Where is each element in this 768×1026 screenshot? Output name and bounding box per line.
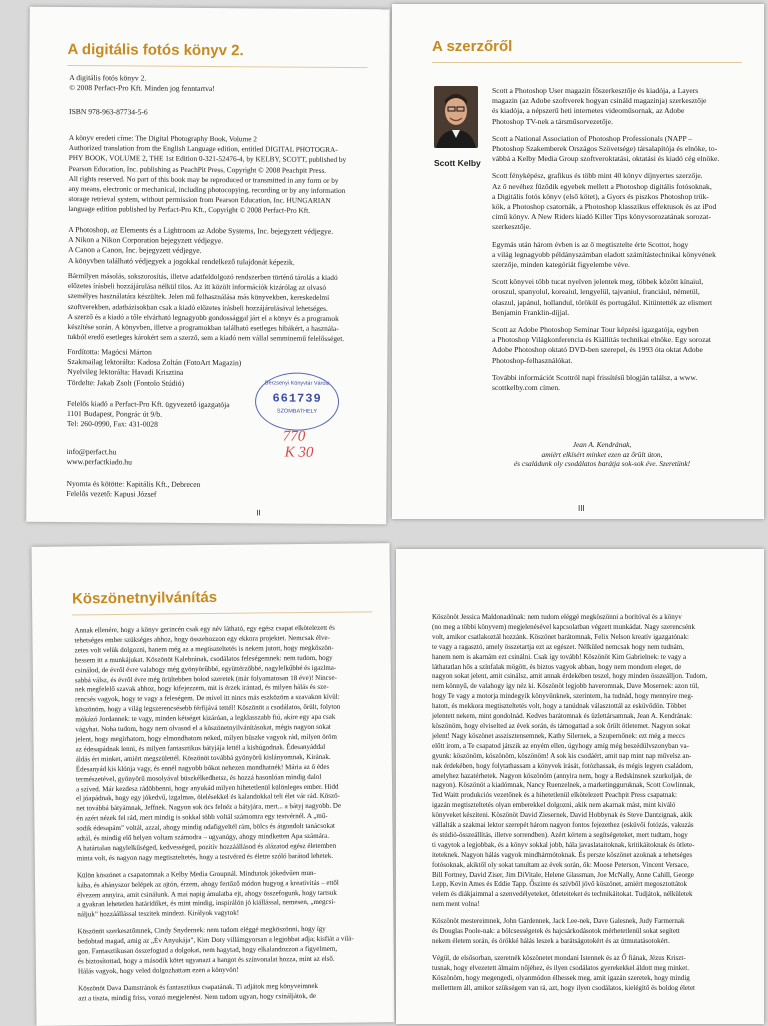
bio-paragraph <box>492 277 732 318</box>
staff-block <box>67 347 287 389</box>
ack-line: azt a tiszta, mindig friss, vonzó megjelenést. Nem tudom ugyan, hogy csináljátok, de <box>78 991 317 1003</box>
bio-line: Scott a National Association of Photoshop Professionals (NAPP – <box>492 133 693 143</box>
ack-line: nagyon). Köszönöt a kiadómnak, Nancy Ruenzelnek, a marketingguruknak, Scott Cowlinnak, <box>432 781 695 790</box>
ack-line: gyunk: köszönöm, köszönöm, köszönöm! A sok kis csodáért, amit nap mint nap művelsz an- <box>432 751 692 760</box>
ack-line: csinálod, de évről évre valahogy még gyönyörűbbé, együttérzőbbé, nagylelkűbbé és igazlma- <box>74 663 337 675</box>
legal-line: személyes használatára készültek. Jelen mű felhasználása más könyvekben, kereskedelmi <box>67 291 330 303</box>
bio-line: és kiadója, a népszerű heti internetes videoműsornak, az Adobe <box>492 106 685 116</box>
ack-line: mókázó Jordannek: te vagy, minden kétséget kizáróan, a legklasszabb fiú, akire egy apa csak <box>75 712 336 724</box>
ack-paragraph <box>74 623 388 864</box>
original-line: any means, electronic or mechanical, including photocopying, recording or by any information <box>68 184 346 195</box>
bio-line: szerkesztője. <box>492 222 532 232</box>
ack-line: nagyon sokat jelent, amit csinálsz, amit annak érdekében teszel, hogy minden összeálljon. Tudom, <box>432 672 708 681</box>
ack-line: nekem életem során, és örökké hálás leszek a barátságotokért és az útmutatásotokért. <box>432 937 670 945</box>
bio-line: kök, a Photoshop csatornák, a Photoshop klasszikus effektusok és az iPod <box>492 202 717 212</box>
ack-line: áldás ért minket, amiért megszülettél. Köszönöt továbbá gyönyörű kislányomnak, Kirának. <box>75 752 331 764</box>
bio-line: Benjamin Franklin-díjjal. <box>492 307 570 317</box>
stamp-top-text: Berzsenyi Könyvtár Városi <box>264 380 330 387</box>
handwritten-note: K 30 <box>284 444 314 461</box>
ack-line: Édesanyád kis klónja vagy, és ennél nagyobb bókot nehezen mondhatnék! Mária az ő édes <box>75 762 330 774</box>
legal-block <box>67 271 377 345</box>
bio-line: Scott az Adobe Photoshop Seminar Tour képzési igazgatója, egyben <box>492 325 699 335</box>
legal-line: szoftverekben, adatbázisokban csak a kiadó előzetes írásbeli hozzájárulásával lehetséges. <box>67 301 328 313</box>
bio-line: Egymás után három évben is az ő megtisztelte érte Scottot, hogy <box>492 239 689 249</box>
bio-line: a Digitális fotós könyv (első kötet), a Gyors és piszkos Photoshop trük- <box>492 191 709 201</box>
ack-line: minta volt, és nagyon nagy megtiszteltetés, hogy a testvéred és életre szóló barátod lehetek. <box>76 851 333 863</box>
bio-line: a Photoshop Világkonferencia és Kiállítás technikai elnöke. Egy sorozat <box>492 335 711 345</box>
ack-line: Köszönöt Jessica Maldonadónak: nem tudom eléggé megköszönni a borítóval és a könyv <box>432 613 682 621</box>
page-number: III <box>578 504 585 513</box>
ack-line: Hálás vagyok, hogy veled dolgozhattam ezen a könyvön! <box>77 965 239 976</box>
bio-line: című könyv. A New Riders kiadó Killer Tips könyvsorozatának sorozat- <box>492 212 711 222</box>
ack-line: könyveket készíteni. Köszönöt David Ziesernek, David Hobbynak és Steve Dantzignak, akik <box>432 811 693 820</box>
ack-line: Annak ellenére, hogy a könyv gerincén csak egy név látható, egy egész csapat elkötelezett és <box>74 623 335 635</box>
ack-line: és Douglas Poole-nak: a bölcsességetek és hajcsárkodásotok mérhetetlenül sokat segített <box>432 927 680 936</box>
ack-line: Végül, de elsősorban, szeretnék köszönetet mondani Istennek és az Ő fiának, Jézus Kriszt- <box>432 953 686 962</box>
publisher-line: Tel: 260-0990, Fax: 431-0028 <box>66 419 158 430</box>
contact-email: info@perfact.hu <box>66 447 117 457</box>
ack-line: net továbbá bátyámnak, Jeffnek. Nagyon sok öcs felnéz a bátyjára, mert... a bátyj nagyobb. De <box>76 801 342 813</box>
legal-line: A szerző és a kiadó a tőle elvárható legnagyobb gondossággal járt el a könyv és a programok <box>67 311 339 323</box>
ack-line: köszönöm, hogy elviselted az évek során, és támogattad a sok őrült ötletemet. Nagyon sokat <box>432 721 691 730</box>
ack-line: Köszönöt mestereimnek, John Gardennek, Jack Lee-nek, Dave Galesnek, Judy Farmernak <box>432 917 685 926</box>
original-line: Authorized translation from the English Language edition, entitled DIGITAL PHOTOGRA- <box>68 143 338 155</box>
ack-line: élvezem annyira, amit csinálunk. A mai napig ámulatba ejt, ahogy összefogunk, hogy tartsuk <box>77 888 337 899</box>
ack-line: Lepp, Kevin Ames és Eddie Tapp. Őszinte és szívből jövő köszönet, amiért megosztottátok <box>432 880 688 889</box>
ack-line: Bill Fortney, David Ziser, Jim DiVitale, Helene Glassman, Joe McNally, Anne Cahill, George <box>432 870 694 879</box>
publisher-line: 1101 Budapest, Pongrác út 9/b. <box>66 409 163 419</box>
ack-line: adtál, és mindig elő helyen voltam számodra – ugyanúgy, ahogy mindketten Apa számára. <box>76 831 330 843</box>
bio-paragraph <box>492 134 732 165</box>
bio-line: magazin (az Adobe szoftverek hogyan csináld magazinja) szerkesztője <box>492 96 707 106</box>
stamp-bottom-text: SZOMBATHELY <box>276 408 318 415</box>
page-iii <box>392 4 764 519</box>
bio-paragraph <box>492 171 732 232</box>
publisher-line: Felelős kiadó a Perfact-Pro Kft. ügyvezető igazgatója <box>67 399 230 410</box>
contact-block <box>67 447 267 469</box>
ack-paragraph <box>432 613 754 910</box>
ack-paragraph <box>432 917 754 947</box>
page-ii <box>26 7 390 525</box>
printer-line: Felelős vezető: Kapusi József <box>66 489 157 499</box>
ack-line: hanem nem is akarnám ezt csinálni. Csak így tovább! Köszönöt Kim Gabrielnek: te vagy a <box>432 652 687 661</box>
original-line: Pearson Education, Inc. publishing as PeachPit Press, Copyright © 2008 Peachpit Press. <box>68 163 327 175</box>
legal-line: előzetes írásbeli hozzájárulása nélkül tilos. Az itt közölt információk kizárólag az olvasó <box>67 281 327 293</box>
ack-line: vágyhat. Noha tudom, hogy nem olvasod el a köszönetnyilvánításokat, mégis nagyon sokat <box>75 722 331 734</box>
trademark-line: A könyvben található védjegyek a jogokkal rendelkező tulajdonát képezik. <box>68 255 295 267</box>
page-title: Köszönetnyilvánítás <box>71 588 218 608</box>
ack-line: köszönöm, hogy a világ legszerencsésebb férfijává tettél! Köszönöt a csodálatos, őrült, folyton <box>75 702 341 714</box>
ack-line: láthatatlan hős a színfalak mögött, és biztos vagyok abban, hogy nem mondom eleget, de <box>432 662 682 671</box>
ack-line: náljuk” hozzáállással teszitek mindezt. Királyok vagytok! <box>77 909 240 919</box>
ack-line: Köszönöt Dava Damstránok és fantasztikus csapatának. Ti adjátok meg könyveimnek <box>78 981 319 993</box>
bio-line: Photoshop-felhasználókat. <box>492 355 573 365</box>
original-line: PHY BOOK, VOLUME 2, THE 1st Edition 0-321-52476-4, by KELBY, SCOTT, published by <box>68 153 347 165</box>
bio-line: További információt Scottról napi frissítésű blogján találsz, a www. <box>492 372 698 382</box>
printer-block <box>66 479 286 501</box>
bio-paragraph <box>492 325 732 366</box>
original-line: A könyv eredeti címe: The Digital Photography Book, Volume 2 <box>68 133 257 144</box>
contact-website: www.perfactkiado.hu <box>66 457 132 467</box>
bio-line: oroszul, spanyolul, koreaiul, lengyelül, tajvaniul, franciául, németül, <box>492 287 700 297</box>
ack-line: az édesapádnak lenni, és milyen fantasztikus bátyjája lettél a kishúgodnak. Édesanyáddal <box>75 742 326 754</box>
original-line: storage retrieval system, without permission from Pearson Education, Inc. HUNGARIAN <box>68 194 331 206</box>
dedication-line: és családunk oly csodálatos barátja sok-sok éve. Szeretünk! <box>513 459 691 469</box>
ack-line: te vagy a ragasztó, amely összetartja ezt az egészet. Nélküled nemcsak hogy nem tudnám, <box>432 642 684 651</box>
ack-line: jelent! Nagy köszönet asszisztensemnek, Kathy Silernek, a Szupernőnek: ezt még a meccs <box>432 731 685 740</box>
page-acknowledgements-continued <box>396 549 764 1024</box>
ack-line: ti vagytok a legjobbak, és a könyv sokkal jobb, hála javaslataitoknak, kritikáitoknak és ötlete- <box>432 840 695 849</box>
ack-line: rencsés vagyok, hogy te vagy a feleségem. De mivel itt nincs más eszközöm a szavakon kívül: <box>75 693 340 704</box>
staff-line: Nyelvileg lektorálta: Havadi Krisztina <box>67 367 184 378</box>
ack-line: és stúdió-összeállítás, illetve sorrendben). Azért kértem a segítségeteket, mert tudtam, hogy <box>432 830 688 839</box>
original-edition-block <box>68 133 375 217</box>
ack-line: nem ment volna! <box>432 900 480 909</box>
bio-paragraph <box>492 373 732 393</box>
printer-line: Nyomta és kötötte: Kapitális Kft., Debrecen <box>66 479 201 489</box>
ack-line: zetes volt velük dolgozni, hanem még az a megtiszteltetés is nekem jutott, hogy megköszön- <box>74 643 334 655</box>
ack-line: el jóapádnak, hogy egy jókedvű, izgalmas, ölelésekkel és kalandokkal teli élet vár rád. Köszö- <box>76 792 340 803</box>
author-bio <box>492 86 732 400</box>
bio-line: olaszul, japánul, hollandul, törökül és portugálul. Kitüntették az elismert <box>492 297 713 307</box>
ack-line: kába, és ahányszor belépek az ajtón, érzem, ahogy fertőző módon hugyog a kreativitás – ettől <box>77 878 339 890</box>
ack-line: előtt írom, a Te csapatod játszik az enyém ellen, úgyhogy amíg még beszédülvszonyban va- <box>432 741 689 750</box>
library-stamp-icon <box>255 372 339 431</box>
ack-line: iteteknek. Nagyon hálás vagyok mindhármótoknak. És persze köszönet azoknak a tehetséges <box>432 850 693 859</box>
bio-line: Scott fényképész, grafikus és több mint 40 könyv díjnyertes szerzője. <box>492 171 703 181</box>
bio-line: Scott a Photoshop User magazin főszerkesztője és kiadója, a Layers <box>492 86 699 95</box>
bio-line: Photoshop Szakemberek Országos Szövetsége) társalapítója és elnöke, to- <box>492 144 718 154</box>
ack-paragraph <box>432 954 754 994</box>
ack-line: sodik édesapám” voltál, azzal, ahogy mindig odafigyeltél rám, bölcs és átgondolt tanácsokat <box>76 821 336 833</box>
trademark-line: A Canon a Canon, Inc. bejegyzett védjegye. <box>68 245 202 256</box>
dedication-line: amiért elkísért minket ezen az őrült úton, <box>541 449 663 459</box>
ack-line: nek megfelelő szavak ahhoz, hogy kifejezzem, mit is érzek irántad, és milyen hálás és sze- <box>74 683 329 694</box>
author-photo-icon <box>434 86 478 148</box>
page-title: A digitális fotós könyv 2. <box>67 41 244 60</box>
acknowledgements-body <box>432 613 754 1001</box>
ack-line: hogy Te vagy a motorja mindegyik könyvünknek, szerintem, ha tudnád, hogy mennyire meg- <box>432 692 694 701</box>
ack-line: én azért nézek fel rád, mert mindig is sokkal több voltál számomra egy testvérnél. A „mű- <box>76 812 328 823</box>
ack-line: velem és diákjaimmal a szenvedélyeteket, ötleteiteket és technikáitokat. Tudjátok, nélkületek <box>432 890 693 899</box>
ack-line: sabbá válsz, és évről évre még örültebben bolod szeretek (már folyamatosan 18 éve)! Nincse- <box>74 673 337 684</box>
bio-line: a világ legnagyobb példányszámban eladott számítástechnikai könyvének <box>492 249 716 259</box>
ack-line: nak érdekében, hogy folytathassam a könyvek írását, fotózhassak, és mégis legyen családom, <box>432 761 694 770</box>
legal-line: tukból eredő esetleges károkért sem a szerző, sem a kiadó nem vállal semminemű felelősséget. <box>67 332 345 344</box>
ack-line: bedobtad magad, amig az „Év Anyukája”, Kim Doty villámgyorsan a legjobbat adja; kisfiát a vilá- <box>77 934 354 946</box>
ack-line: A határtalan nagylelkűséged, kedvességed, pozitív hozzáállásod és alázatod egész életemben <box>76 841 337 853</box>
page-acknowledgements <box>32 543 395 1026</box>
imprint-line: A digitális fotós könyv 2. <box>69 73 147 83</box>
trademarks-block <box>68 225 368 268</box>
dedication <box>462 440 742 469</box>
imprint-block <box>69 73 369 96</box>
ack-paragraph <box>78 981 390 1004</box>
stamp-number: 661739 <box>272 391 322 406</box>
dedication-line: Jean A. Kendrának, <box>572 440 632 449</box>
ack-line: melletttem áll, amikor szükségem van rá, azt, hogy ilyen csodálatos, kielégítő és boldog életet <box>432 983 696 992</box>
bio-line: Scott könyvei több tucat nyelven jelentek meg, többek között kínaiul, <box>492 277 704 287</box>
bio-line: vábbá a Kelby Media Group szoftveroktatási, oktatási és kiadó cég elnöke. <box>492 154 720 164</box>
bio-line: scottkelby.com címen. <box>492 383 561 393</box>
staff-line: Fordította: Magócsi Márton <box>67 347 152 357</box>
title-rule <box>67 65 367 68</box>
isbn: ISBN 978-963-87734-5-6 <box>69 107 148 117</box>
legal-line: készítése során. A könyvben, illetve a programokban található esetleges hibákért, a használa- <box>67 322 339 333</box>
bio-line: Az ő nevéhez fűződik egyebek mellett a Photoshop digitális fotósoknak, <box>492 181 712 191</box>
photo-caption: Scott Kelby <box>434 158 481 168</box>
ack-line: nem könnyű, de valahogy így néz ki. Köszönöt legjobb haveromnak, Dave Mosernek: azon túl, <box>432 682 699 691</box>
handwritten-note: 770 <box>282 428 306 445</box>
trademark-line: A Photoshop, az Elements és a Lightroom az Adobe Systems, Inc. bejegyzett védjegye. <box>68 225 334 236</box>
page-number: II <box>256 508 261 518</box>
ack-line: hatott, és mekkora megtiszteltetés volt, hogy a tanúdnak választottál az esküvődön. Többet <box>432 702 687 711</box>
ack-line: gon. Fantasztikusan összefogtad a dolgokat, nem hagytad, hogy elkalandozzon a figyelmem, <box>77 944 338 956</box>
ack-line: tehetséges ember szükséges ahhoz, hogy összehozzon egy ekkora projektet. Nemcsak élve- <box>74 633 330 645</box>
ack-paragraph <box>77 924 390 977</box>
title-rule <box>72 611 372 615</box>
ack-line: (no meg a többi könyvem) megjelenésével kapcsolatban végzett munkádat. Nagy szerencsénk <box>432 622 695 631</box>
ack-line: Köszönöm, hogy megengedi, olyanmódon élhessek meg, amit igazán szeretek, hogy mindig <box>432 973 690 982</box>
ack-line: hessem itt a munkájukat. Köszönöt Kalebrának, csodálatos feleségemnek: nem tudom, hogy <box>74 653 333 665</box>
ack-line: és biztosítottad, hogy a második kötet ugyanazt a hangot és színvonalat hozza, mint az első. <box>77 954 335 966</box>
imprint-line: © 2008 Perfact-Pro Kft. Minden jog fenntartva! <box>69 83 215 94</box>
ack-line: természetével, gyönyörű mosolyával büszkélkedhetsz, és hozzá hasonlóan mindig dalol <box>75 772 322 784</box>
ack-line: Külön köszönet a csapatomnak a Kelby Media Groupnál. Mindtatok jókedvűen mun- <box>76 868 316 880</box>
ack-line: tusnak, hogy elvezetett álmaim nőjéhez, és ilyen csodálatos gyerekekkel áldott meg minket. <box>432 963 689 972</box>
ack-line: igazán megtiszteltetés olyan emberekkel dolgozni, akik nem akarnak mást, mint kiváló <box>432 801 676 810</box>
bio-line: Photoshop TV-nek a társműsorvezetője. <box>492 116 614 126</box>
bio-line: Adobe Photoshop oktató DVD-ben szerepel, és 1993 óta oktat Adobe <box>492 345 703 355</box>
trademark-line: A Nikon a Nikon Corporation bejegyzett védjegye. <box>68 235 224 246</box>
ack-line: a szíved. Már kezdesz rádöbbenni, hogy anyukád milyen hihetetlenül különleges ember. Hidd <box>75 782 339 793</box>
page-title: A szerzőről <box>432 38 513 55</box>
ack-line: Köszönöt szerkesztőmnek, Cindy Snydernek: nem tudom eléggé megköszönni, hogy így <box>77 925 326 936</box>
ack-line: Ted Waitt produkciós vezetőnek és a hihetetlenül elkötelezett Peachpit Press csapatnak: <box>432 791 677 800</box>
ack-line: jelentett nekem, mint gondolnád. Kedves barátomnak és üzlettársamnak, Jean A. Kendrának: <box>432 712 693 721</box>
title-rule <box>432 62 742 63</box>
acknowledgements-body <box>74 623 390 1011</box>
original-line: All rights reserved. No part of this book may be reproduced or transmitted in any form or by <box>68 173 339 185</box>
bio-paragraph <box>492 86 732 127</box>
staff-line: Tördelte: Jakab Zsolt (Fontolo Stúdió) <box>67 377 185 388</box>
bio-paragraph <box>492 240 732 271</box>
original-line: language edition published by Perfact-Pro Kft., Copyright © 2008 Perfact-Pro Kft. <box>68 204 311 216</box>
ack-line: volt, amikor csatlakoztál hozzánk. Köszönet barátomnak, Felix Nelson kreatív igazgatónak: <box>432 632 689 641</box>
ack-paragraph <box>77 868 390 921</box>
ack-line: vállalták a szakmai lektor szerepét három nagyon fontos fejezethez (esküvői fotózás, vakuzás <box>432 821 694 830</box>
ack-line: fotósoknak, akiktől oly sokat tanultam az évek során, ők: Moose Peterson, Vincent Versace, <box>432 860 689 869</box>
ack-line: a gyakran lehetetlen határidőket, és mint mindig, inspirálón jó kiállással, nemesen, „megcsi- <box>77 898 336 909</box>
staff-line: Szakmailag lektorálta: Kadosa Zoltán (FotoArt Magazin) <box>67 357 242 368</box>
ack-line: jelent, hogy megírhatom, hogy elmondhatom neked, milyen büszke vagyok rád, milyen öröm <box>75 732 338 744</box>
bio-line: szerzője, minden kategóriát figyelembe véve. <box>492 260 630 270</box>
legal-line: Bármilyen másolás, sokszorosítás, illetve adatfeldolgozó rendszerben történő tárolás a kiadó <box>67 271 338 282</box>
ack-line: amelyhez hazatérhetek. Nagyon köszönöm (annyira nem, hogy a Redskinsnek szurkoljak, de <box>432 771 692 780</box>
